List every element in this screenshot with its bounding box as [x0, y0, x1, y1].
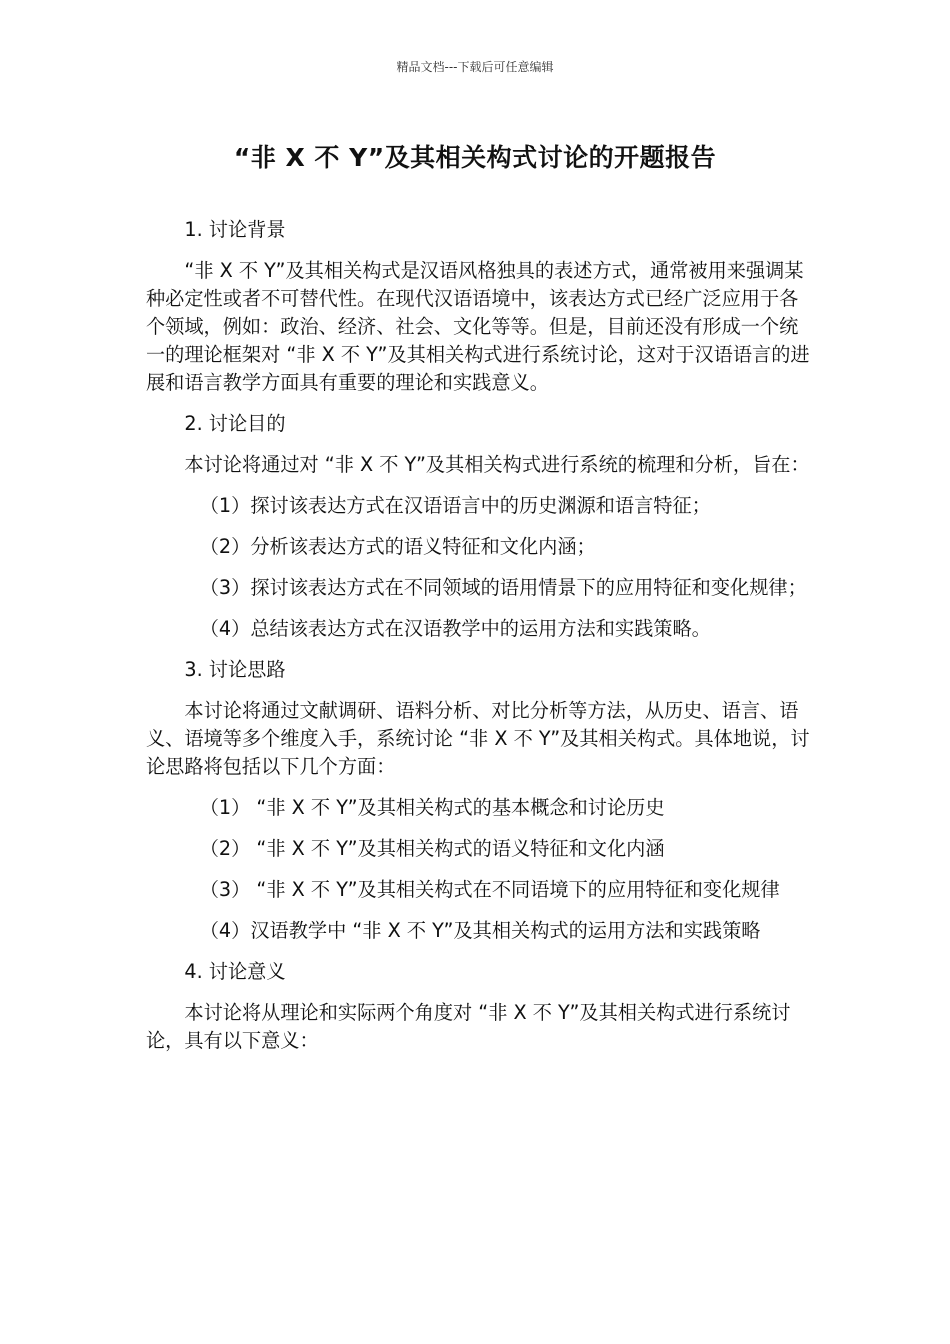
section-paragraph-approach: 本讨论将通过文献调研、语料分析、对比分析等方法，从历史、语言、语义、语境等多个维度入手，系统讨论 “非 X 不 Y”及其相关构式。具体地说，讨论思路将包括以下几个方面：	[146, 699, 810, 778]
list-item: （3） “非 X 不 Y”及其相关构式在不同语境下的应用特征和变化规律	[199, 878, 780, 901]
section-heading-significance: 4. 讨论意义	[184, 960, 286, 983]
section-paragraph-purpose: 本讨论将通过对 “非 X 不 Y”及其相关构式进行系统的梳理和分析，旨在：	[184, 453, 810, 476]
document-title: “非 X 不 Y”及其相关构式讨论的开题报告	[233, 143, 717, 172]
list-item: （2） “非 X 不 Y”及其相关构式的语义特征和文化内涵	[199, 837, 665, 860]
document-body	[146, 216, 811, 1068]
section-paragraph-significance: 本讨论将从理论和实际两个角度对 “非 X 不 Y”及其相关构式进行系统讨论，具有以下意义：	[146, 1001, 791, 1052]
list-item: （2）分析该表达方式的语义特征和文化内涵；	[199, 535, 596, 558]
list-item: （1）探讨该表达方式在汉语语言中的历史渊源和语言特征；	[199, 494, 711, 517]
list-item: （3）探讨该表达方式在不同领域的语用情景下的应用特征和变化规律；	[199, 576, 807, 599]
list-item: （4）总结该表达方式在汉语教学中的运用方法和实践策略。	[199, 617, 711, 640]
section-heading-purpose: 2. 讨论目的	[184, 412, 286, 435]
page-header-watermark: 精品文档---下载后可任意编辑	[396, 60, 554, 74]
list-item: （4）汉语教学中 “非 X 不 Y”及其相关构式的运用方法和实践策略	[199, 919, 761, 942]
list-item: （1） “非 X 不 Y”及其相关构式的基本概念和讨论历史	[199, 796, 665, 819]
section-paragraph-background: “非 X 不 Y”及其相关构式是汉语风格独具的表述方式，通常被用来强调某种必定性或者不可替代性。在现代汉语语境中，该表达方式已经广泛应用于各个领域，例如：政治、经济、社会、文化等等。但是，目前还没有形成一个统一的理论框架对 “非 X 不 Y”及其相关构式进行系统讨论，这对于汉语语言的进展和语言教学方面具有重要的理论和实践意义。	[146, 259, 810, 394]
section-heading-background: 1. 讨论背景	[184, 218, 286, 241]
section-heading-approach: 3. 讨论思路	[184, 658, 286, 681]
